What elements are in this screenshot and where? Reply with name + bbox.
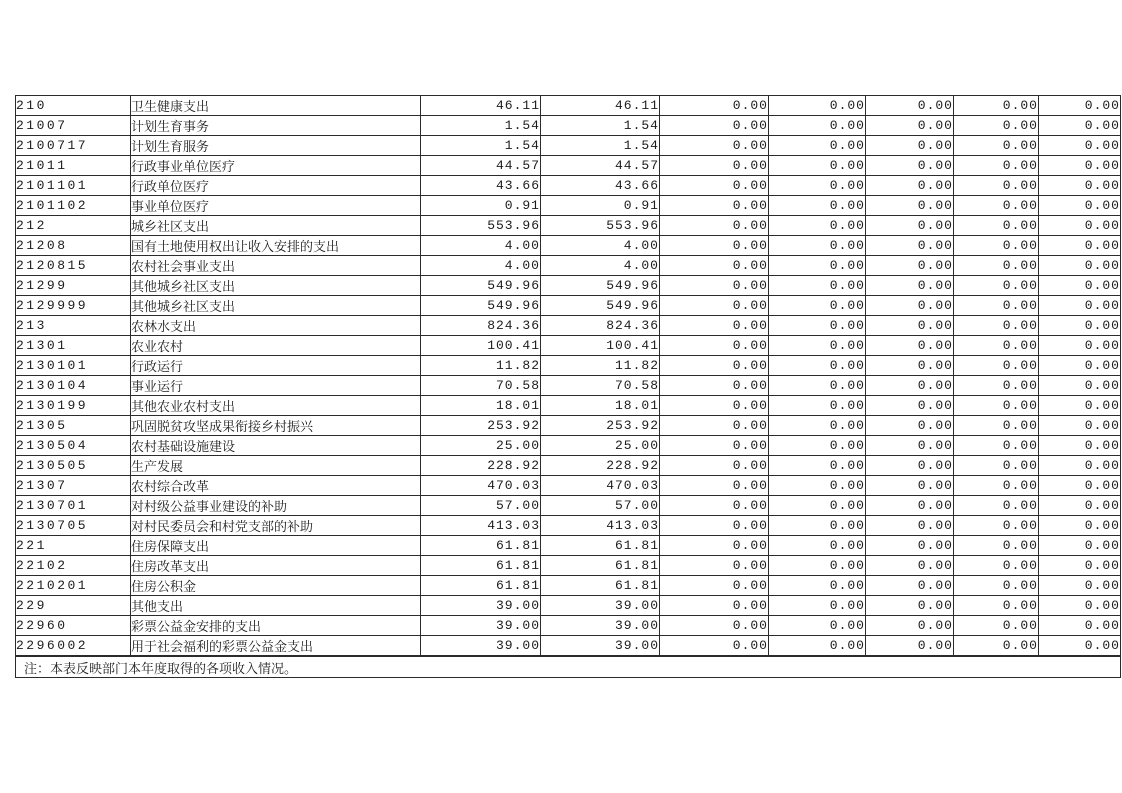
table-row (16, 356, 1121, 376)
value-cell: 0.00 (769, 116, 866, 136)
value-cell: 61.81 (421, 536, 541, 556)
value-cell: 1.54 (541, 116, 660, 136)
table-row (16, 536, 1121, 556)
value-cell: 0.00 (1039, 216, 1121, 236)
value-cell: 100.41 (421, 336, 541, 356)
value-cell: 553.96 (421, 216, 541, 236)
name-cell: 对村级公益事业建设的补助 (131, 496, 421, 516)
value-cell: 549.96 (541, 296, 660, 316)
value-cell: 0.00 (866, 376, 954, 396)
value-cell: 70.58 (421, 376, 541, 396)
value-cell: 253.92 (541, 416, 660, 436)
value-cell: 0.00 (1039, 176, 1121, 196)
code-cell: 2120815 (16, 256, 131, 276)
value-cell: 0.00 (660, 596, 769, 616)
value-cell: 0.00 (866, 156, 954, 176)
value-cell: 0.00 (866, 476, 954, 496)
value-cell: 0.00 (954, 116, 1039, 136)
code-cell: 21299 (16, 276, 131, 296)
value-cell: 0.00 (660, 276, 769, 296)
value-cell: 0.00 (866, 596, 954, 616)
value-cell: 0.00 (954, 196, 1039, 216)
table-row (16, 236, 1121, 256)
table-row (16, 216, 1121, 236)
value-cell: 18.01 (421, 396, 541, 416)
value-cell: 0.00 (866, 296, 954, 316)
table-row (16, 396, 1121, 416)
value-cell: 549.96 (541, 276, 660, 296)
value-cell: 0.00 (1039, 96, 1121, 116)
name-cell: 用于社会福利的彩票公益金支出 (131, 636, 421, 657)
value-cell: 0.00 (866, 176, 954, 196)
value-cell: 4.00 (421, 256, 541, 276)
value-cell: 0.00 (660, 516, 769, 536)
value-cell: 0.00 (954, 496, 1039, 516)
value-cell: 0.00 (769, 156, 866, 176)
value-cell: 549.96 (421, 296, 541, 316)
code-cell: 213 (16, 316, 131, 336)
code-cell: 2130505 (16, 456, 131, 476)
code-cell: 22960 (16, 616, 131, 636)
value-cell: 46.11 (421, 96, 541, 116)
value-cell: 44.57 (421, 156, 541, 176)
code-cell: 2296002 (16, 636, 131, 657)
value-cell: 0.00 (769, 256, 866, 276)
code-cell: 221 (16, 536, 131, 556)
table-row (16, 316, 1121, 336)
name-cell: 城乡社区支出 (131, 216, 421, 236)
value-cell: 1.54 (421, 136, 541, 156)
value-cell: 39.00 (541, 616, 660, 636)
value-cell: 0.00 (660, 316, 769, 336)
value-cell: 61.81 (541, 556, 660, 576)
value-cell: 0.00 (769, 496, 866, 516)
value-cell: 0.00 (660, 296, 769, 316)
name-cell: 彩票公益金安排的支出 (131, 616, 421, 636)
value-cell: 0.00 (954, 516, 1039, 536)
value-cell: 0.00 (660, 496, 769, 516)
value-cell: 0.00 (954, 256, 1039, 276)
value-cell: 0.00 (866, 636, 954, 657)
value-cell: 0.00 (866, 276, 954, 296)
value-cell: 0.00 (866, 436, 954, 456)
value-cell: 0.91 (541, 196, 660, 216)
name-cell: 农村综合改革 (131, 476, 421, 496)
value-cell: 824.36 (421, 316, 541, 336)
value-cell: 0.00 (1039, 336, 1121, 356)
value-cell: 253.92 (421, 416, 541, 436)
code-cell: 21011 (16, 156, 131, 176)
value-cell: 553.96 (541, 216, 660, 236)
value-cell: 0.00 (866, 336, 954, 356)
table-row (16, 596, 1121, 616)
value-cell: 0.00 (1039, 316, 1121, 336)
table-row (16, 156, 1121, 176)
value-cell: 0.00 (660, 116, 769, 136)
value-cell: 18.01 (541, 396, 660, 416)
value-cell: 0.00 (954, 396, 1039, 416)
name-cell: 农村社会事业支出 (131, 256, 421, 276)
code-cell: 2130701 (16, 496, 131, 516)
value-cell: 0.00 (866, 216, 954, 236)
value-cell: 0.00 (954, 576, 1039, 596)
value-cell: 0.00 (1039, 116, 1121, 136)
name-cell: 农村基础设施建设 (131, 436, 421, 456)
value-cell: 0.00 (954, 296, 1039, 316)
value-cell: 0.00 (769, 476, 866, 496)
value-cell: 0.00 (660, 136, 769, 156)
value-cell: 228.92 (541, 456, 660, 476)
table-row (16, 136, 1121, 156)
value-cell: 25.00 (421, 436, 541, 456)
value-cell: 4.00 (541, 256, 660, 276)
name-cell: 国有土地使用权出让收入安排的支出 (131, 236, 421, 256)
value-cell: 0.00 (1039, 636, 1121, 657)
value-cell: 0.00 (866, 556, 954, 576)
code-cell: 2101101 (16, 176, 131, 196)
value-cell: 11.82 (421, 356, 541, 376)
value-cell: 0.00 (1039, 416, 1121, 436)
value-cell: 0.00 (1039, 596, 1121, 616)
value-cell: 0.00 (1039, 556, 1121, 576)
name-cell: 农林水支出 (131, 316, 421, 336)
value-cell: 413.03 (421, 516, 541, 536)
table-row (16, 256, 1121, 276)
value-cell: 0.00 (660, 196, 769, 216)
value-cell: 0.00 (660, 636, 769, 657)
value-cell: 0.00 (769, 356, 866, 376)
name-cell: 住房公积金 (131, 576, 421, 596)
value-cell: 0.00 (660, 456, 769, 476)
value-cell: 0.00 (660, 576, 769, 596)
name-cell: 巩固脱贫攻坚成果衔接乡村振兴 (131, 416, 421, 436)
value-cell: 0.00 (1039, 256, 1121, 276)
value-cell: 0.00 (769, 376, 866, 396)
name-cell: 计划生育事务 (131, 116, 421, 136)
code-cell: 2130104 (16, 376, 131, 396)
table-row (16, 176, 1121, 196)
name-cell: 行政运行 (131, 356, 421, 376)
value-cell: 413.03 (541, 516, 660, 536)
code-cell: 2129999 (16, 296, 131, 316)
value-cell: 0.00 (660, 536, 769, 556)
value-cell: 0.00 (866, 356, 954, 376)
table-row (16, 496, 1121, 516)
value-cell: 44.57 (541, 156, 660, 176)
value-cell: 0.00 (866, 196, 954, 216)
value-cell: 0.00 (1039, 456, 1121, 476)
value-cell: 0.00 (660, 256, 769, 276)
value-cell: 0.00 (660, 336, 769, 356)
value-cell: 0.00 (1039, 296, 1121, 316)
value-cell: 0.00 (954, 476, 1039, 496)
value-cell: 70.58 (541, 376, 660, 396)
value-cell: 0.00 (1039, 196, 1121, 216)
value-cell: 0.00 (769, 316, 866, 336)
value-cell: 0.00 (660, 476, 769, 496)
value-cell: 0.00 (866, 316, 954, 336)
value-cell: 0.00 (1039, 396, 1121, 416)
value-cell: 61.81 (541, 536, 660, 556)
code-cell: 2100717 (16, 136, 131, 156)
value-cell: 61.81 (541, 576, 660, 596)
value-cell: 0.00 (769, 616, 866, 636)
name-cell: 其他支出 (131, 596, 421, 616)
value-cell: 0.00 (866, 496, 954, 516)
table-row (16, 276, 1121, 296)
table-row (16, 116, 1121, 136)
value-cell: 0.00 (769, 336, 866, 356)
value-cell: 1.54 (541, 136, 660, 156)
value-cell: 0.00 (660, 356, 769, 376)
value-cell: 0.00 (1039, 236, 1121, 256)
code-cell: 2130101 (16, 356, 131, 376)
value-cell: 0.00 (660, 436, 769, 456)
value-cell: 100.41 (541, 336, 660, 356)
value-cell: 0.00 (954, 136, 1039, 156)
value-cell: 0.00 (769, 596, 866, 616)
table-row (16, 196, 1121, 216)
value-cell: 0.00 (954, 376, 1039, 396)
table-note: 注：本表反映部门本年度取得的各项收入情况。 (16, 656, 1121, 678)
value-cell: 0.00 (866, 396, 954, 416)
table-row (16, 556, 1121, 576)
code-cell: 2130705 (16, 516, 131, 536)
code-cell: 22102 (16, 556, 131, 576)
code-cell: 21305 (16, 416, 131, 436)
name-cell: 事业运行 (131, 376, 421, 396)
value-cell: 0.00 (1039, 576, 1121, 596)
code-cell: 2130199 (16, 396, 131, 416)
table-row (16, 336, 1121, 356)
name-cell: 生产发展 (131, 456, 421, 476)
table-row (16, 436, 1121, 456)
value-cell: 39.00 (541, 596, 660, 616)
name-cell: 其他城乡社区支出 (131, 296, 421, 316)
value-cell: 0.00 (660, 236, 769, 256)
value-cell: 0.00 (1039, 516, 1121, 536)
code-cell: 229 (16, 596, 131, 616)
value-cell: 46.11 (541, 96, 660, 116)
value-cell: 0.00 (1039, 356, 1121, 376)
value-cell: 0.00 (954, 436, 1039, 456)
table-row (16, 476, 1121, 496)
value-cell: 0.00 (866, 236, 954, 256)
value-cell: 39.00 (421, 616, 541, 636)
value-cell: 824.36 (541, 316, 660, 336)
name-cell: 对村民委员会和村党支部的补助 (131, 516, 421, 536)
value-cell: 0.00 (866, 416, 954, 436)
value-cell: 0.00 (954, 276, 1039, 296)
value-cell: 0.00 (1039, 496, 1121, 516)
value-cell: 0.00 (954, 456, 1039, 476)
value-cell: 0.00 (866, 536, 954, 556)
value-cell: 0.00 (769, 96, 866, 116)
value-cell: 0.00 (660, 96, 769, 116)
value-cell: 4.00 (421, 236, 541, 256)
value-cell: 0.00 (954, 96, 1039, 116)
value-cell: 11.82 (541, 356, 660, 376)
name-cell: 其他城乡社区支出 (131, 276, 421, 296)
code-cell: 21007 (16, 116, 131, 136)
value-cell: 0.00 (1039, 436, 1121, 456)
value-cell: 0.00 (769, 576, 866, 596)
note-row (16, 656, 1121, 678)
value-cell: 61.81 (421, 556, 541, 576)
value-cell: 0.00 (954, 236, 1039, 256)
name-cell: 住房改革支出 (131, 556, 421, 576)
value-cell: 0.00 (660, 156, 769, 176)
value-cell: 39.00 (421, 636, 541, 657)
value-cell: 43.66 (421, 176, 541, 196)
value-cell: 0.00 (954, 556, 1039, 576)
code-cell: 212 (16, 216, 131, 236)
value-cell: 0.91 (421, 196, 541, 216)
table-row (16, 516, 1121, 536)
value-cell: 0.00 (1039, 376, 1121, 396)
name-cell: 农业农村 (131, 336, 421, 356)
value-cell: 0.00 (769, 276, 866, 296)
table-row (16, 416, 1121, 436)
name-cell: 行政事业单位医疗 (131, 156, 421, 176)
value-cell: 0.00 (769, 516, 866, 536)
value-cell: 0.00 (769, 416, 866, 436)
expenditure-table (15, 95, 1121, 678)
value-cell: 0.00 (769, 136, 866, 156)
value-cell: 0.00 (1039, 136, 1121, 156)
value-cell: 0.00 (1039, 156, 1121, 176)
value-cell: 0.00 (769, 396, 866, 416)
value-cell: 39.00 (421, 596, 541, 616)
value-cell: 549.96 (421, 276, 541, 296)
value-cell: 0.00 (866, 576, 954, 596)
table-row (16, 456, 1121, 476)
value-cell: 0.00 (660, 396, 769, 416)
value-cell: 0.00 (660, 556, 769, 576)
value-cell: 4.00 (541, 236, 660, 256)
table-row (16, 576, 1121, 596)
value-cell: 57.00 (541, 496, 660, 516)
table-row (16, 376, 1121, 396)
value-cell: 0.00 (660, 416, 769, 436)
value-cell: 0.00 (769, 456, 866, 476)
name-cell: 住房保障支出 (131, 536, 421, 556)
value-cell: 0.00 (866, 136, 954, 156)
value-cell: 0.00 (769, 176, 866, 196)
value-cell: 0.00 (954, 596, 1039, 616)
value-cell: 0.00 (769, 536, 866, 556)
value-cell: 0.00 (1039, 276, 1121, 296)
value-cell: 25.00 (541, 436, 660, 456)
value-cell: 0.00 (769, 296, 866, 316)
value-cell: 0.00 (954, 316, 1039, 336)
value-cell: 0.00 (866, 96, 954, 116)
value-cell: 0.00 (866, 256, 954, 276)
value-cell: 0.00 (769, 636, 866, 657)
value-cell: 0.00 (769, 216, 866, 236)
value-cell: 0.00 (1039, 476, 1121, 496)
value-cell: 0.00 (866, 616, 954, 636)
value-cell: 39.00 (541, 636, 660, 657)
value-cell: 0.00 (866, 456, 954, 476)
table-body (16, 96, 1121, 657)
value-cell: 0.00 (954, 416, 1039, 436)
value-cell: 470.03 (541, 476, 660, 496)
table-row (16, 636, 1121, 657)
name-cell: 行政单位医疗 (131, 176, 421, 196)
name-cell: 事业单位医疗 (131, 196, 421, 216)
code-cell: 2101102 (16, 196, 131, 216)
value-cell: 0.00 (954, 176, 1039, 196)
value-cell: 0.00 (954, 616, 1039, 636)
value-cell: 0.00 (954, 156, 1039, 176)
code-cell: 21301 (16, 336, 131, 356)
value-cell: 0.00 (1039, 536, 1121, 556)
code-cell: 2130504 (16, 436, 131, 456)
value-cell: 0.00 (660, 216, 769, 236)
value-cell: 0.00 (954, 536, 1039, 556)
value-cell: 0.00 (866, 516, 954, 536)
value-cell: 57.00 (421, 496, 541, 516)
name-cell: 计划生育服务 (131, 136, 421, 156)
value-cell: 43.66 (541, 176, 660, 196)
value-cell: 0.00 (954, 356, 1039, 376)
value-cell: 0.00 (769, 436, 866, 456)
value-cell: 61.81 (421, 576, 541, 596)
name-cell: 其他农业农村支出 (131, 396, 421, 416)
table-row (16, 296, 1121, 316)
value-cell: 0.00 (660, 616, 769, 636)
code-cell: 210 (16, 96, 131, 116)
name-cell: 卫生健康支出 (131, 96, 421, 116)
value-cell: 0.00 (769, 196, 866, 216)
code-cell: 21307 (16, 476, 131, 496)
code-cell: 2210201 (16, 576, 131, 596)
value-cell: 1.54 (421, 116, 541, 136)
value-cell: 0.00 (769, 236, 866, 256)
value-cell: 0.00 (954, 216, 1039, 236)
value-cell: 0.00 (866, 116, 954, 136)
value-cell: 0.00 (660, 376, 769, 396)
value-cell: 0.00 (1039, 616, 1121, 636)
value-cell: 470.03 (421, 476, 541, 496)
value-cell: 0.00 (769, 556, 866, 576)
code-cell: 21208 (16, 236, 131, 256)
table-row (16, 616, 1121, 636)
value-cell: 0.00 (954, 636, 1039, 657)
value-cell: 228.92 (421, 456, 541, 476)
value-cell: 0.00 (660, 176, 769, 196)
value-cell: 0.00 (954, 336, 1039, 356)
table-row (16, 96, 1121, 116)
